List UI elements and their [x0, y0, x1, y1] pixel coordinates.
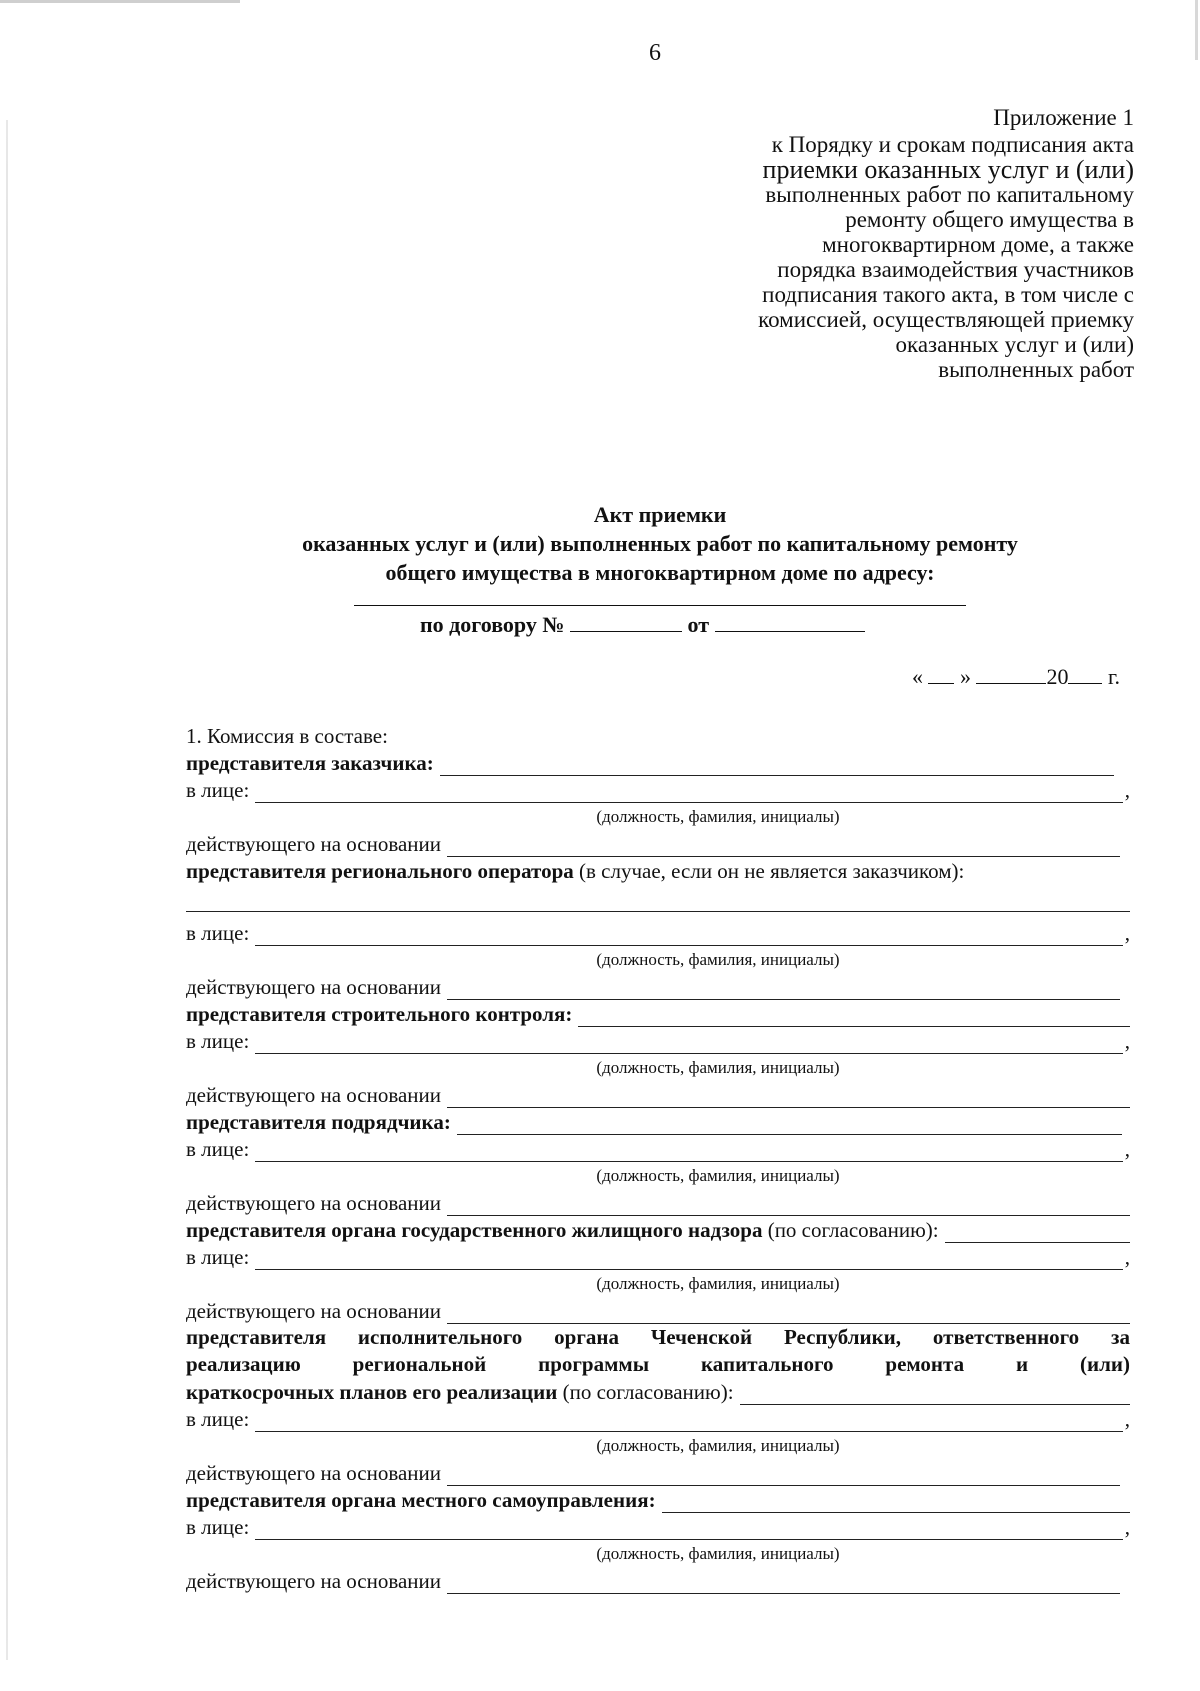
appendix-line: ремонту общего имущества в [845, 207, 1134, 232]
comma: , [1124, 921, 1130, 945]
contractor-person-row [186, 1135, 1130, 1162]
acting-basis-label: действующего на основании [186, 1083, 442, 1107]
housing-basis-field[interactable] [447, 1305, 1130, 1324]
construction-person-row [186, 1027, 1130, 1054]
contract-from-label: от [687, 612, 710, 637]
customer-row [186, 749, 1130, 776]
exec-label-bold: краткосрочных планов его реализации [186, 1380, 558, 1404]
exec-person-row [186, 1405, 1130, 1432]
position-hint: (должность, фамилия, инициалы) [596, 1544, 840, 1563]
contract-date-field[interactable] [715, 611, 865, 632]
contractor-field[interactable] [457, 1116, 1122, 1135]
comma: , [1124, 778, 1130, 802]
comma: , [1124, 1245, 1130, 1269]
exec-basis-field[interactable] [447, 1467, 1120, 1486]
in-person-label: в лице: [186, 921, 250, 945]
contractor-basis-field[interactable] [447, 1197, 1130, 1216]
operator-basis-row [186, 973, 1130, 1000]
position-hint: (должность, фамилия, инициалы) [596, 950, 840, 969]
appendix-line: многоквартирном доме, а также [822, 232, 1134, 257]
acting-basis-label: действующего на основании [186, 832, 442, 856]
operator-field[interactable] [186, 884, 1130, 912]
exec-person-field[interactable] [255, 1413, 1122, 1432]
exec-basis-row [186, 1459, 1130, 1486]
acting-basis-label: действующего на основании [186, 975, 442, 999]
date-year-suffix: г. [1107, 664, 1120, 689]
scan-edge-top [0, 0, 240, 3]
operator-label-bold: представителя регионального оператора [186, 859, 574, 883]
comma: , [1124, 1407, 1130, 1431]
appendix-line: приемки оказанных услуг и (или) [762, 155, 1134, 184]
appendix-line: выполненных работ по капитальному [765, 182, 1134, 207]
appendix-header [674, 105, 1134, 382]
exec-field[interactable] [740, 1386, 1130, 1405]
construction-label: представителя строительного контроля: [186, 1002, 573, 1026]
housing-person-field[interactable] [255, 1251, 1122, 1270]
customer-person-row [186, 776, 1130, 803]
appendix-line: порядка взаимодействия участников [777, 257, 1134, 282]
act-title-line-1: Акт приемки [593, 502, 727, 527]
construction-basis-row [186, 1081, 1130, 1108]
contractor-row [186, 1108, 1130, 1135]
construction-person-field[interactable] [255, 1035, 1122, 1054]
position-hint: (должность, фамилия, инициалы) [596, 807, 840, 826]
contractor-person-field[interactable] [255, 1143, 1122, 1162]
act-title-line-2: оказанных услуг и (или) выполненных работ по капитальному ремонту [302, 531, 1018, 556]
exec-label [186, 1380, 734, 1405]
local-basis-field[interactable] [447, 1575, 1120, 1594]
form-intro-row [186, 722, 1130, 749]
housing-field[interactable] [945, 1224, 1130, 1243]
in-person-label: в лице: [186, 1245, 250, 1269]
contract-label: по договору № [420, 612, 565, 637]
exec-row [186, 1378, 1130, 1405]
act-title-line-3: общего имущества в многоквартирном доме по адресу: [385, 560, 935, 585]
date-day-field[interactable] [928, 663, 954, 684]
customer-person-field[interactable] [255, 784, 1122, 803]
housing-label [186, 1218, 939, 1243]
address-field[interactable] [354, 605, 966, 606]
appendix-line: выполненных работ [938, 357, 1134, 382]
operator-label-note: (в случае, если он не является заказчиком): [579, 859, 965, 883]
position-hint: (должность, фамилия, инициалы) [596, 1058, 840, 1077]
in-person-label: в лице: [186, 1137, 250, 1161]
position-hint: (должность, фамилия, инициалы) [596, 1274, 840, 1293]
contract-line [420, 611, 865, 638]
construction-field[interactable] [578, 1008, 1130, 1027]
contractor-basis-row [186, 1189, 1130, 1216]
customer-field[interactable] [440, 757, 1114, 776]
contractor-label: представителя подрядчика: [186, 1110, 451, 1134]
housing-basis-row [186, 1297, 1130, 1324]
exec-label-note: (по согласованию): [562, 1380, 734, 1404]
operator-person-field[interactable] [255, 927, 1122, 946]
date-quote-open: « [911, 664, 923, 689]
local-row [186, 1486, 1130, 1513]
operator-person-row [186, 919, 1130, 946]
comma: , [1124, 1515, 1130, 1539]
local-label: представителя органа местного самоуправления: [186, 1488, 656, 1512]
operator-basis-field[interactable] [447, 981, 1120, 1000]
exec-label-line-2: реализацию региональной программы капитального ремонта и (или) [186, 1352, 1130, 1376]
position-hint: (должность, фамилия, инициалы) [596, 1166, 840, 1185]
form-intro: 1. Комиссия в составе: [186, 724, 388, 748]
exec-label-line-1: представителя исполнительного органа Чеченской Республики, ответственного за [186, 1325, 1130, 1349]
date-quote-close: » [959, 664, 971, 689]
local-basis-row [186, 1567, 1130, 1594]
page-number: 6 [649, 40, 661, 66]
in-person-label: в лице: [186, 778, 250, 802]
housing-person-row [186, 1243, 1130, 1270]
commission-form [186, 722, 1130, 1594]
local-person-field[interactable] [255, 1521, 1122, 1540]
appendix-title: Приложение 1 [993, 105, 1134, 130]
customer-basis-field[interactable] [447, 838, 1120, 857]
local-person-row [186, 1513, 1130, 1540]
local-field[interactable] [662, 1494, 1130, 1513]
in-person-label: в лице: [186, 1029, 250, 1053]
housing-label-note: (по согласованию): [767, 1218, 939, 1242]
scan-edge-left [6, 120, 8, 1660]
date-month-field[interactable] [976, 663, 1046, 684]
appendix-line: комиссией, осуществляющей приемку [758, 307, 1134, 332]
act-date [912, 663, 1120, 690]
in-person-label: в лице: [186, 1515, 250, 1539]
in-person-label: в лице: [186, 1407, 250, 1431]
comma: , [1124, 1137, 1130, 1161]
customer-basis-row [186, 830, 1130, 857]
comma: , [1124, 1029, 1130, 1053]
act-title [190, 500, 1130, 587]
acting-basis-label: действующего на основании [186, 1461, 442, 1485]
date-year-field[interactable] [1068, 663, 1102, 684]
appendix-line: к Порядку и срокам подписания акта [771, 132, 1134, 157]
appendix-line: оказанных услуг и (или) [895, 332, 1134, 357]
operator-label [186, 859, 964, 884]
housing-label-bold: представителя органа государственного жилищного надзора [186, 1218, 763, 1242]
housing-row [186, 1216, 1130, 1243]
acting-basis-label: действующего на основании [186, 1569, 442, 1593]
construction-row [186, 1000, 1130, 1027]
contract-number-field[interactable] [570, 611, 682, 632]
construction-basis-field[interactable] [447, 1089, 1130, 1108]
position-hint: (должность, фамилия, инициалы) [596, 1436, 840, 1455]
operator-row [186, 857, 1130, 884]
appendix-line: подписания такого акта, в том числе с [762, 282, 1134, 307]
customer-label: представителя заказчика: [186, 751, 434, 775]
acting-basis-label: действующего на основании [186, 1299, 442, 1323]
acting-basis-label: действующего на основании [186, 1191, 442, 1215]
date-year-prefix: 20 [1046, 664, 1069, 689]
